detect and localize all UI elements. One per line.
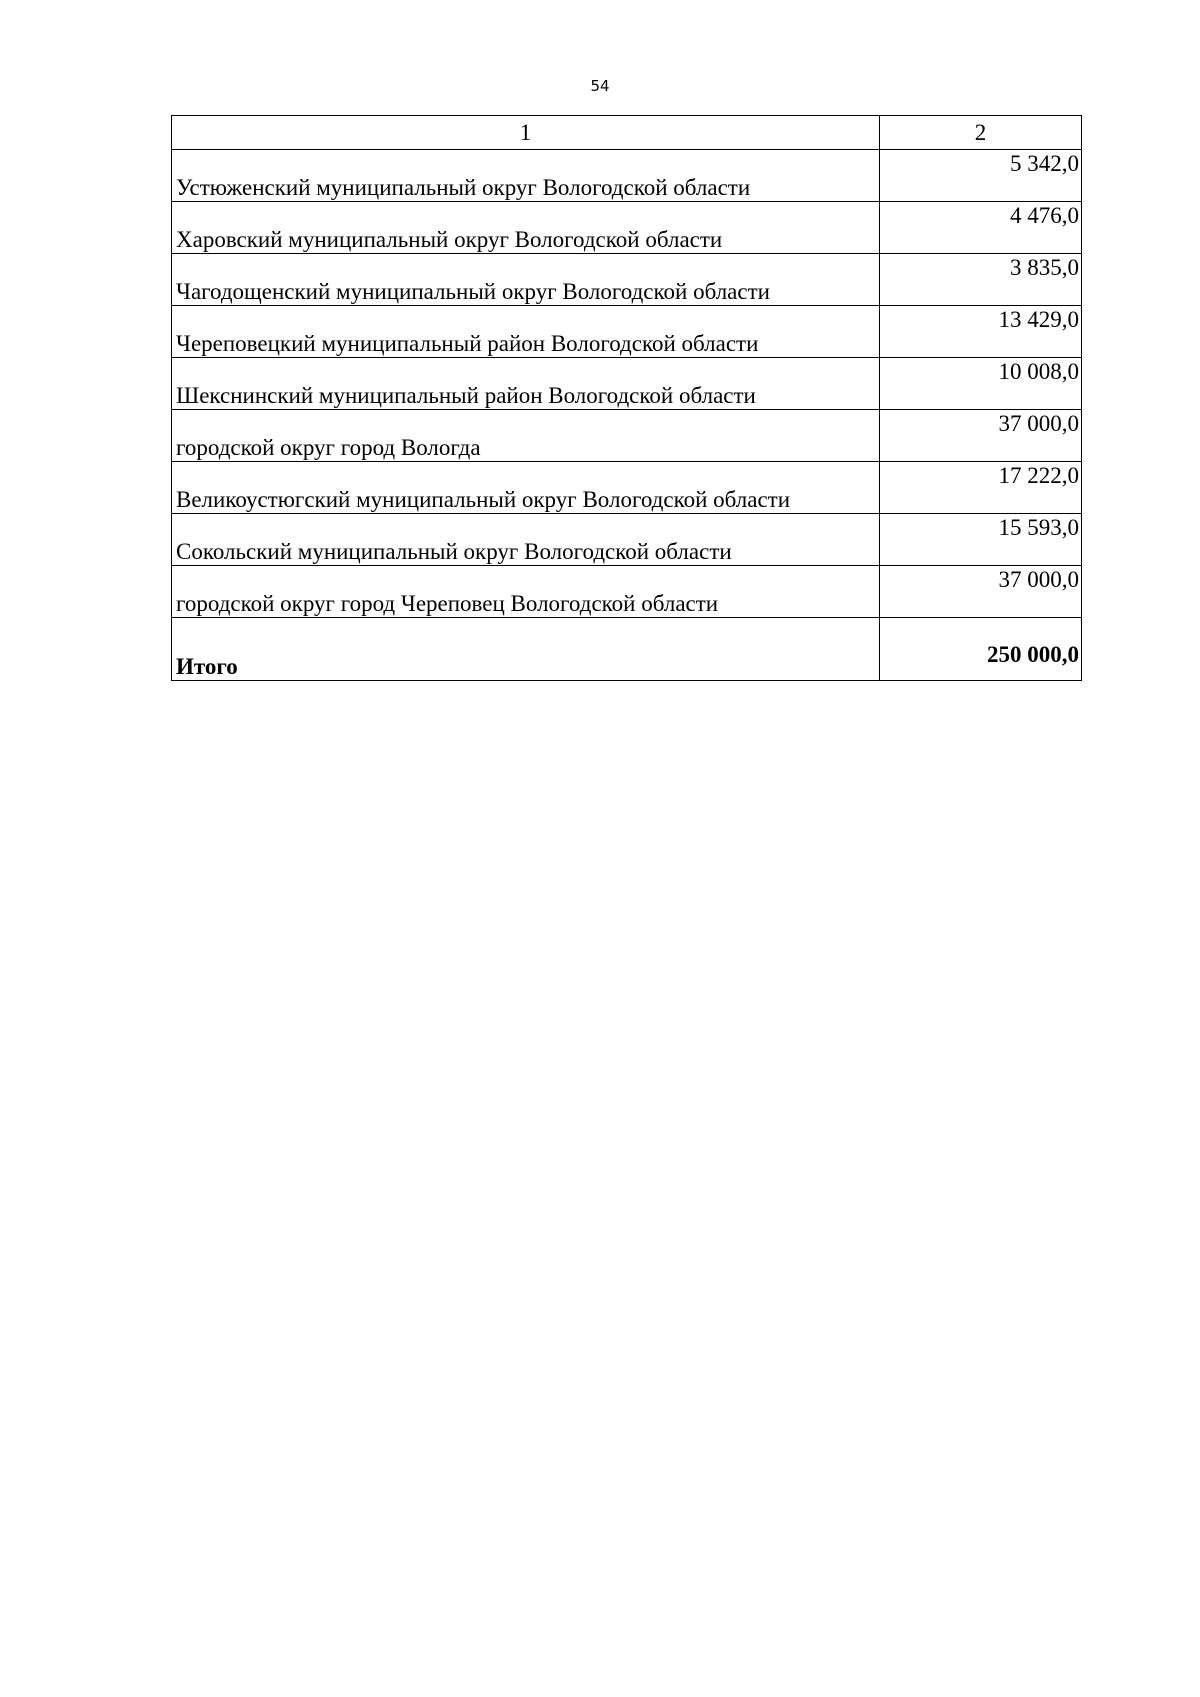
amount-value: 13 429,0 xyxy=(880,306,1082,358)
municipality-name: Великоустюгский муниципальный округ Вологодской области xyxy=(172,462,880,514)
amount-value: 37 000,0 xyxy=(880,410,1082,462)
column-header-1: 1 xyxy=(172,116,880,150)
municipality-name: Череповецкий муниципальный район Вологодской области xyxy=(172,306,880,358)
municipality-name: Чагодощенский муниципальный округ Вологодской области xyxy=(172,254,880,306)
table-row xyxy=(172,202,1082,254)
amount-value: 17 222,0 xyxy=(880,462,1082,514)
table-row xyxy=(172,462,1082,514)
municipality-name: Сокольский муниципальный округ Вологодской области xyxy=(172,514,880,566)
municipality-name: Шекснинский муниципальный район Вологодской области xyxy=(172,358,880,410)
column-header-2: 2 xyxy=(880,116,1082,150)
table-row xyxy=(172,514,1082,566)
total-label: Итого xyxy=(172,618,880,681)
table-row xyxy=(172,306,1082,358)
table-row xyxy=(172,254,1082,306)
page-number: 54 xyxy=(590,77,610,95)
amount-value: 15 593,0 xyxy=(880,514,1082,566)
amount-value: 4 476,0 xyxy=(880,202,1082,254)
table-row xyxy=(172,566,1082,618)
table-header-row xyxy=(172,116,1082,150)
allocation-table xyxy=(171,115,1082,681)
table-row xyxy=(172,358,1082,410)
amount-value: 3 835,0 xyxy=(880,254,1082,306)
table-row xyxy=(172,410,1082,462)
total-row xyxy=(172,618,1082,681)
municipality-name: Устюженский муниципальный округ Вологодской области xyxy=(172,150,880,202)
amount-value: 5 342,0 xyxy=(880,150,1082,202)
amount-value: 10 008,0 xyxy=(880,358,1082,410)
municipality-name: городской округ город Череповец Вологодской области xyxy=(172,566,880,618)
amount-value: 37 000,0 xyxy=(880,566,1082,618)
table-row xyxy=(172,150,1082,202)
municipality-name: городской округ город Вологда xyxy=(172,410,880,462)
municipality-name: Харовский муниципальный округ Вологодской области xyxy=(172,202,880,254)
total-value: 250 000,0 xyxy=(880,618,1082,681)
